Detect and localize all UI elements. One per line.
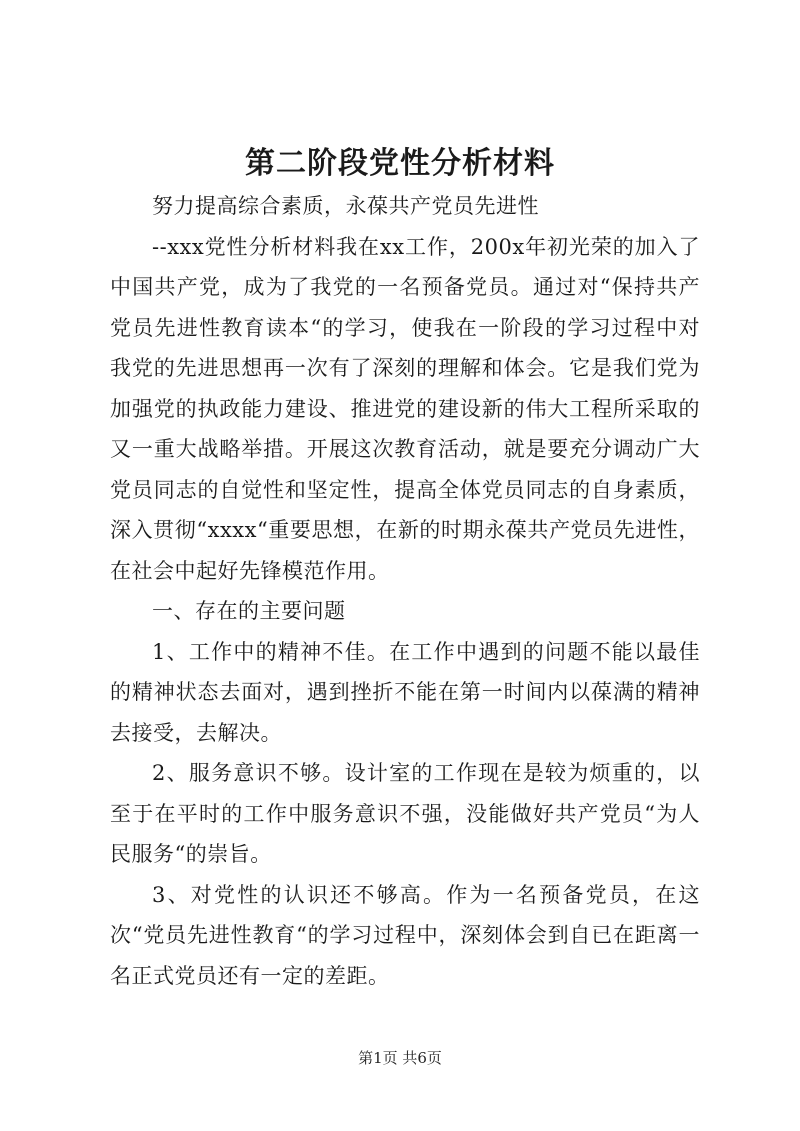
paragraph-item-3: 3、对党性的认识还不够高。作为一名预备党员，在这次“党员先进性教育“的学习过程中，深刻体会到自已在距离一名正式党员还有一定的差距。: [110, 882, 700, 988]
document-title: 第二阶段党性分析材料: [245, 146, 555, 181]
paragraph-subtitle: 努力提高综合素质，永葆共产党员先进性: [152, 194, 539, 218]
page-number-footer: 第1页 共6页: [358, 1049, 442, 1067]
paragraph-intro: --xxx党性分析材料我在xx工作，200x年初光荣的加入了中国共产党，成为了我党的一名预备党员。通过对“保持共产党员先进性教育读本“的学习，使我在一阶段的学习过程中对我党的先进思想再一次有了深刻的理解和体会。它是我们党为加强党的执政能力建设、推进党的建设新的伟大工程所采取的又一重大战略举措。开展这次教育活动，就是要充分调动广大党员同志的自觉性和坚定性，提高全体党员同志的自身素质，深入贯彻“xxxx“重要思想，在新的时期永葆共产党员先进性，在社会中起好先锋模范作用。: [110, 234, 700, 583]
paragraph-item-2: 2、服务意识不够。设计室的工作现在是较为烦重的，以至于在平时的工作中服务意识不强，没能做好共产党员“为人民服务“的崇旨。: [110, 761, 700, 866]
section-heading: 一、存在的主要问题: [152, 599, 346, 623]
document-body: [110, 186, 700, 996]
paragraph-item-1: 1、工作中的精神不佳。在工作中遇到的问题不能以最佳的精神状态去面对，遇到挫折不能在第一时间内以葆满的精神去接受，去解决。: [110, 639, 700, 745]
